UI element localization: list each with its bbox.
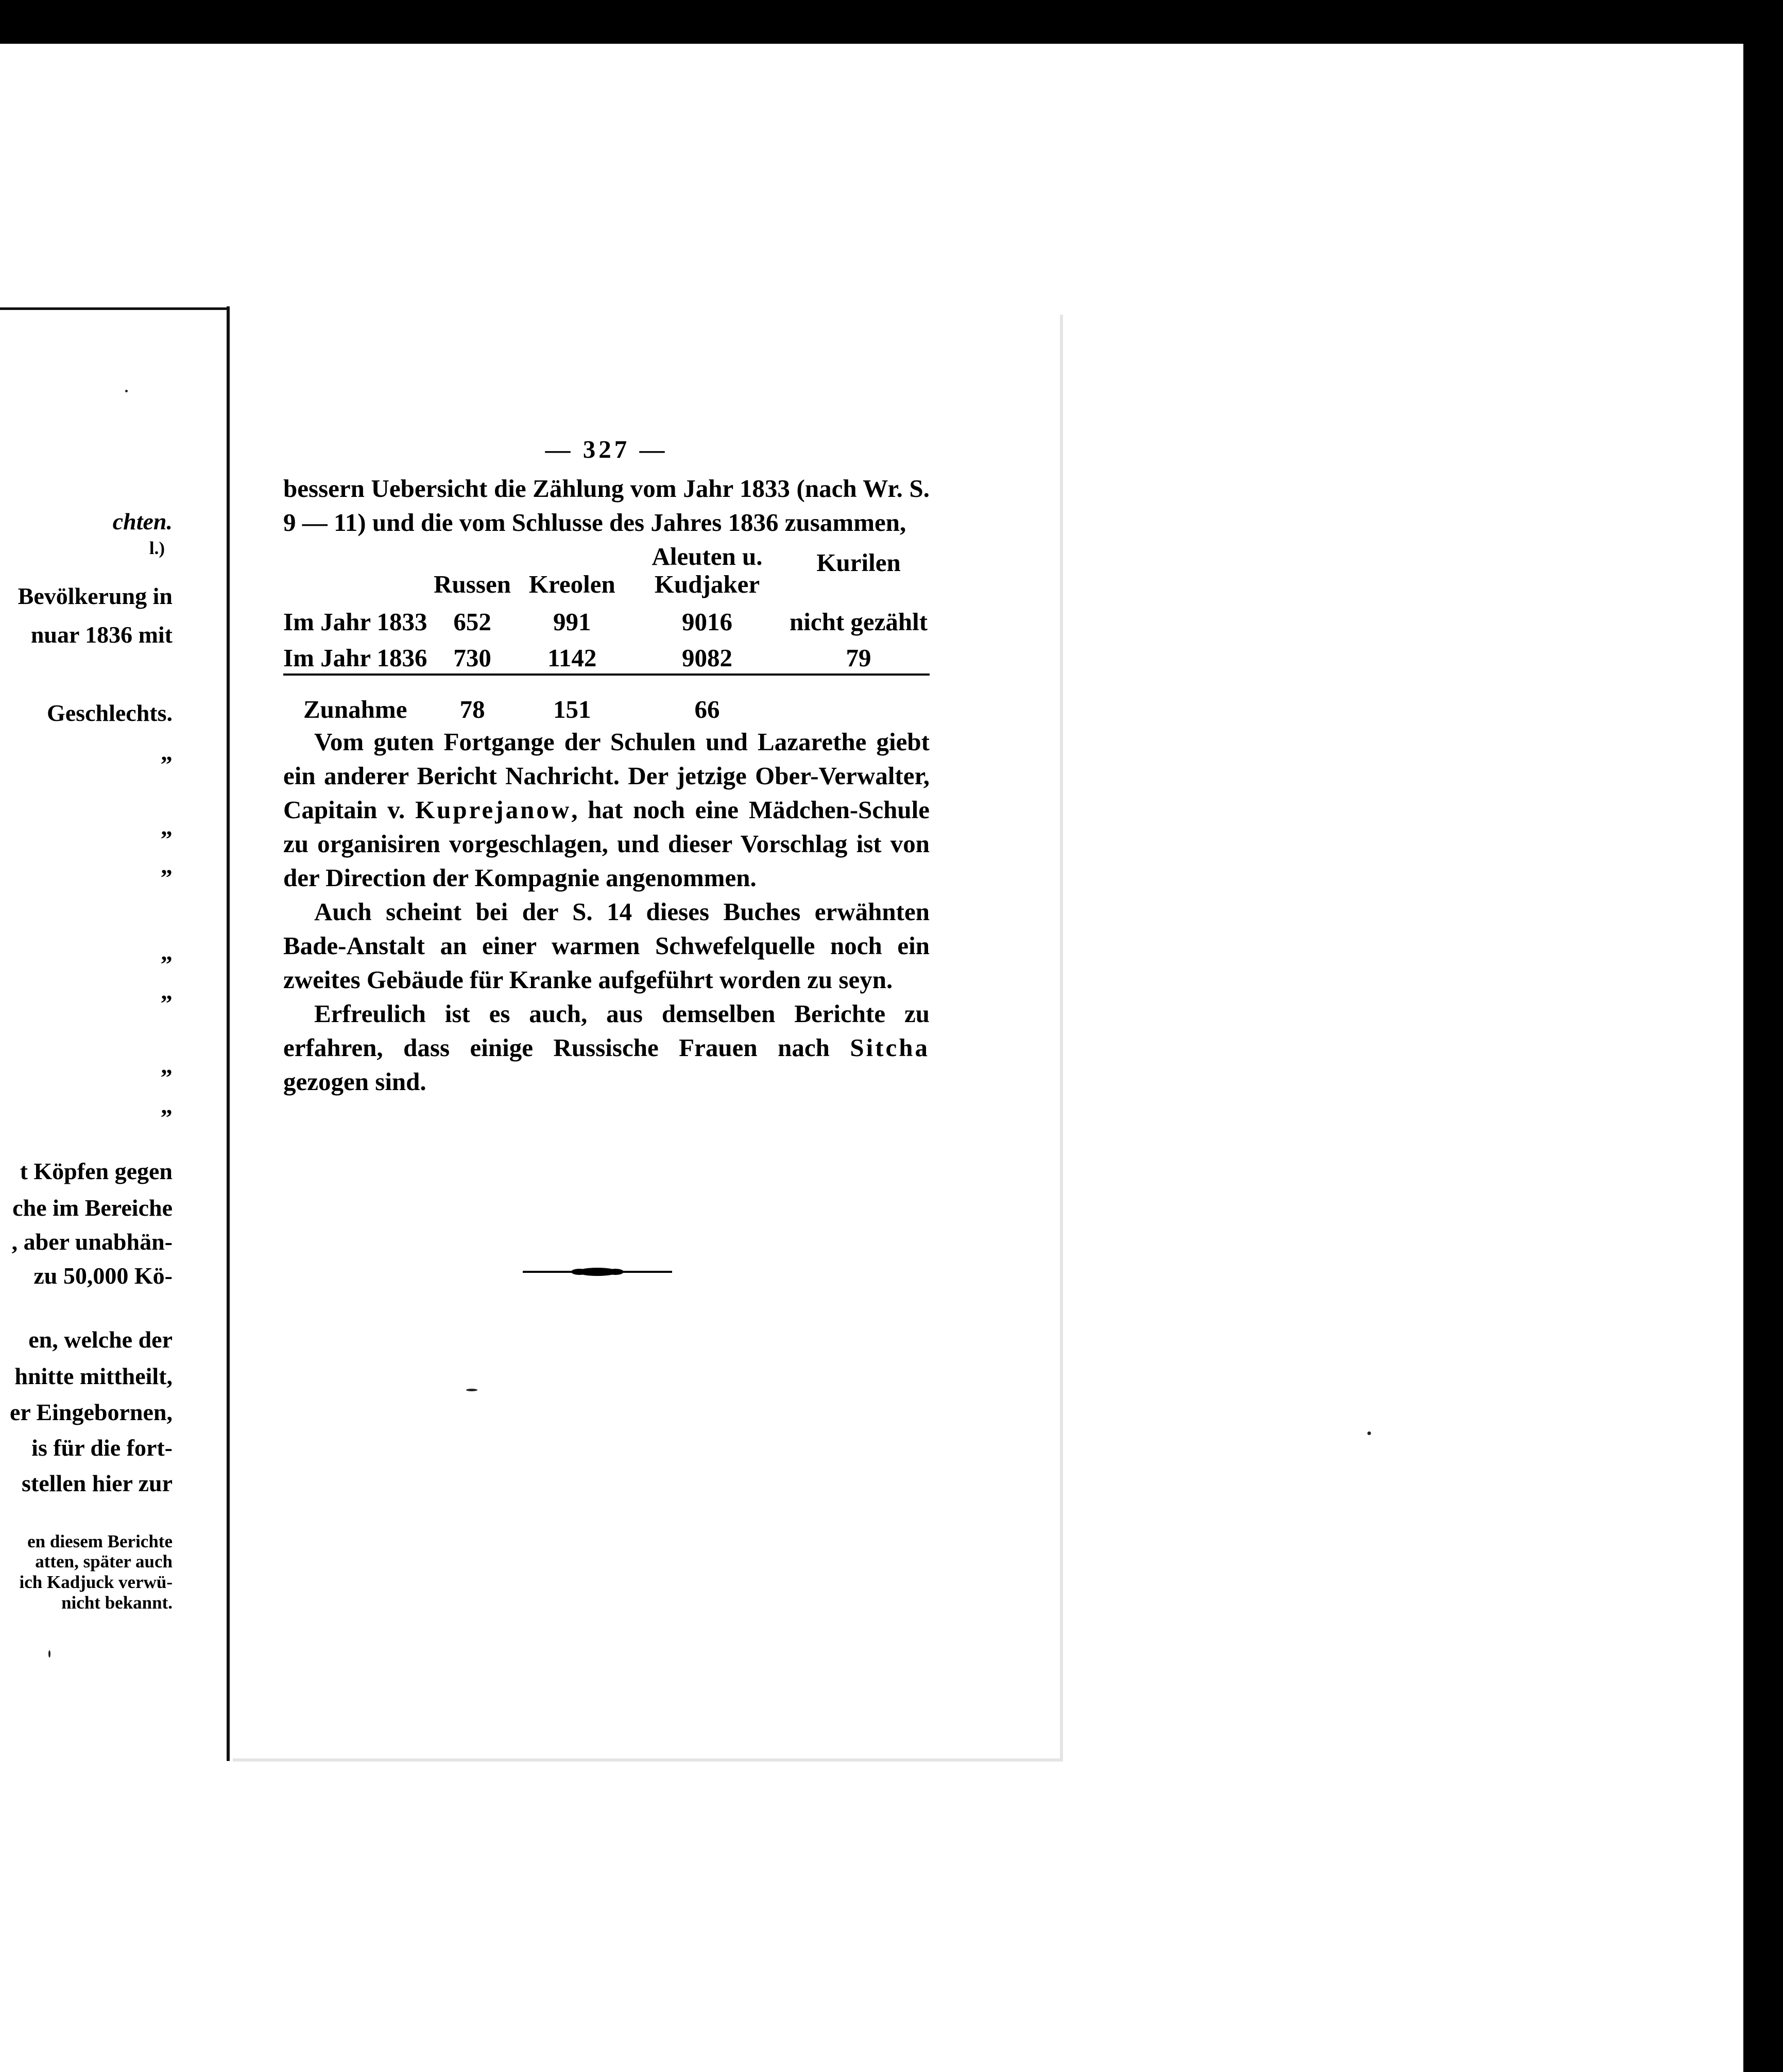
left-page-line: , aber unabhän- [11, 1229, 173, 1255]
column-header [627, 543, 787, 601]
table-cell: 9016 [682, 608, 732, 636]
census-row [283, 637, 930, 675]
left-page-line: „ [161, 978, 173, 1004]
left-page-line: Geschlechts. [46, 700, 173, 726]
column-header: Kurilen [816, 548, 901, 577]
left-page-line: er Eingebornen, [9, 1399, 173, 1425]
intro-paragraph: bessern Uebersicht die Zählung vom Jahr 1833 (nach Wr. S. 9 — 11) und die vom Schlusse des Jahres 1836 zusammen, [283, 474, 930, 537]
paragraph-text: Vom guten Fortgange der Schulen und Lazarethe giebt ein anderer Bericht Nachricht. Der jetzige Ober-Verwalter, Capitain v. [283, 728, 930, 824]
place-name: Sitcha [850, 1033, 930, 1062]
scan-speck [466, 1389, 477, 1391]
person-name: Kuprejanow [415, 796, 572, 824]
scan-border-right [1743, 44, 1783, 2072]
table-cell: 79 [846, 644, 871, 672]
paragraph-text: gezogen sind. [283, 1067, 426, 1096]
left-page-top-rule [0, 307, 229, 310]
left-page-line: „ [161, 852, 173, 878]
left-page-line: is für die fort- [31, 1435, 173, 1461]
scan-speck [48, 1650, 50, 1657]
table-cell: 66 [627, 675, 787, 725]
table-cell [787, 675, 930, 725]
left-facing-page [0, 0, 229, 2072]
table-cell: 1142 [547, 644, 597, 672]
left-page-line: l.) [149, 538, 165, 558]
census-header-row [283, 543, 930, 601]
paragraph-bath: Auch scheint bei der S. 14 dieses Buches erwähnten Bade-Anstalt an einer warmen Schwefelquelle noch ein zweites Gebäude für Kranke aufgeführt worden zu seyn. [283, 897, 930, 994]
paragraph-women [283, 997, 930, 1099]
paragraph-text: Erfreulich ist es auch, aus demselben Berichte zu erfahren, dass einige Russische Frauen nach [283, 999, 930, 1062]
left-page-line: che im Bereiche [12, 1195, 173, 1221]
row-label: Im Jahr 1836 [283, 644, 427, 672]
left-page-line: nicht bekannt. [61, 1593, 173, 1613]
left-page-line: stellen hier zur [22, 1470, 173, 1496]
left-page-line: nuar 1836 mit [30, 621, 173, 648]
census-row [283, 601, 930, 637]
census-total-row [283, 675, 930, 725]
column-header: Russen [434, 570, 511, 598]
page-content [283, 433, 930, 1099]
header-empty-cell [283, 543, 427, 601]
left-page-line: chten. [112, 508, 173, 534]
left-page-line: hnitte mittheilt, [14, 1363, 173, 1389]
left-page-line: ich Kadjuck verwü- [19, 1572, 173, 1592]
page-number: — 327 — [545, 435, 668, 463]
scan-speck [1367, 1431, 1371, 1435]
table-cell: 991 [553, 608, 591, 636]
left-page-line: zu 50,000 Kö- [33, 1263, 173, 1289]
table-cell: 78 [427, 675, 518, 725]
left-page-line: „ [161, 739, 173, 765]
left-page-line: „ [161, 1092, 173, 1118]
table-cell: 151 [518, 675, 627, 725]
left-page-line: „ [161, 814, 173, 840]
table-cell: 730 [453, 644, 491, 672]
paragraph-text: , hat noch eine Mädchen-Schule zu organisiren vorgeschlagen, und dieser Vorschlag ist von der Direction der Kompagnie angenommen. [283, 796, 930, 892]
column-header-text: Aleuten u. Kudjaker [652, 542, 763, 598]
table-cell: nicht gezählt [789, 608, 928, 636]
left-page-line: atten, später auch [35, 1551, 173, 1572]
scan-speck [125, 390, 128, 392]
paragraph-schools [283, 725, 930, 895]
left-page-line: en diesem Berichte [27, 1531, 173, 1551]
table-cell: 9082 [682, 644, 732, 672]
census-table [283, 543, 930, 725]
left-page-line: „ [161, 1052, 173, 1078]
row-label: Zunahme [283, 675, 427, 725]
left-page-line: t Köpfen gegen [20, 1158, 173, 1184]
table-cell: 652 [453, 608, 491, 636]
end-ornament-icon [523, 1264, 672, 1280]
left-page-line: Bevölkerung in [18, 583, 173, 609]
left-page-line: „ [161, 939, 173, 965]
left-page-line: en, welche der [28, 1326, 173, 1353]
row-label: Im Jahr 1833 [283, 608, 427, 636]
column-header: Kreolen [528, 570, 615, 598]
